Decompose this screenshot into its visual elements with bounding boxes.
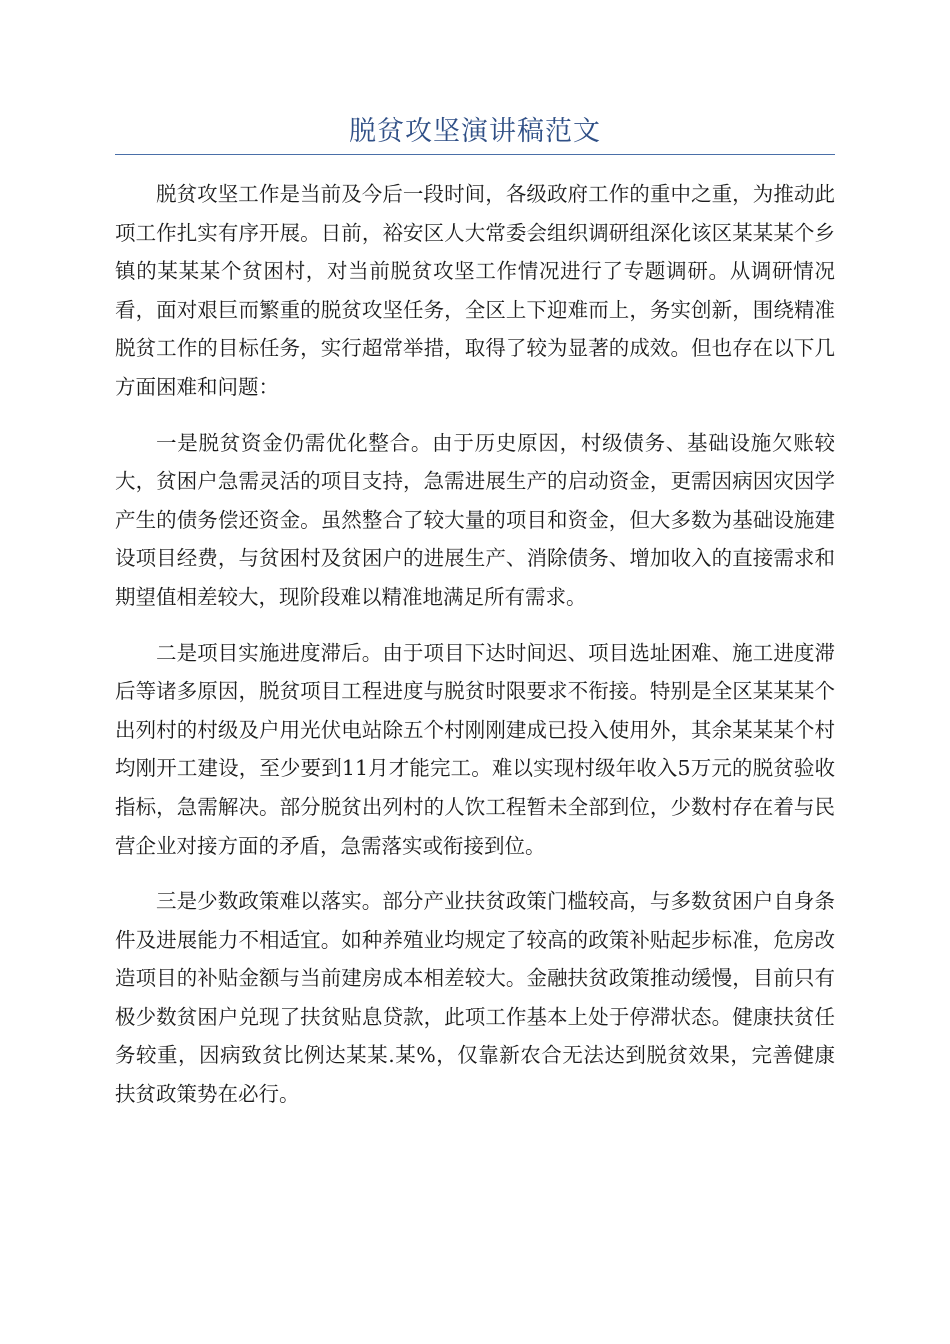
paragraph-policy: 三是少数政策难以落实。部分产业扶贫政策门槛较高，与多数贫困户自身条件及进展能力不相适宜。如种养殖业均规定了较高的政策补贴起步标准，危房改造项目的补贴金额与当前建房成本相差较大。金融扶贫政策推动缓慢，目前只有极少数贫困户兑现了扶贫贴息贷款，此项工作基本上处于停滞状态。健康扶贫任务较重，因病致贫比例达某某.某%，仅靠新农合无法达到脱贫效果，完善健康扶贫政策势在必行。 (115, 889, 835, 1107)
paragraph-funding: 一是脱贫资金仍需优化整合。由于历史原因，村级债务、基础设施欠账较大，贫困户急需灵活的项目支持，急需进展生产的启动资金，更需因病因灾因学产生的债务偿还资金。虽然整合了较大量的项目和资金，但大多数为基础设施建设项目经费，与贫困村及贫困户的进展生产、消除债务、增加收入的直接需求和期望值相差较大，现阶段难以精准地满足所有需求。 (115, 430, 835, 609)
document-title: 脱贫攻坚演讲稿范文 (349, 116, 601, 147)
document-body (115, 175, 835, 1131)
paragraph-progress: 二是项目实施进度滞后。由于项目下达时间迟、项目选址困难、施工进度滞后等诸多原因，脱贫项目工程进度与脱贫时限要求不衔接。特别是全区某某某个出列村的村级及户用光伏电站除五个村刚刚建成已投入使用外，其余某某某个村均刚开工建设，至少要到11月才能完工。难以实现村级年收入5万元的脱贫验收指标，急需解决。部分脱贫出列村的人饮工程暂未全部到位，少数村存在着与民营企业对接方面的矛盾，急需落实或衔接到位。 (115, 640, 835, 858)
paragraph-intro: 脱贫攻坚工作是当前及今后一段时间，各级政府工作的重中之重，为推动此项工作扎实有序开展。日前，裕安区人大常委会组织调研组深化该区某某某个乡镇的某某某个贫困村，对当前脱贫攻坚工作情况进行了专题调研。从调研情况看，面对艰巨而繁重的脱贫攻坚任务，全区上下迎难而上，务实创新，围绕精准脱贫工作的目标任务，实行超常举措，取得了较为显著的成效。但也存在以下几方面困难和问题： (115, 182, 835, 399)
title-underline (115, 154, 835, 155)
